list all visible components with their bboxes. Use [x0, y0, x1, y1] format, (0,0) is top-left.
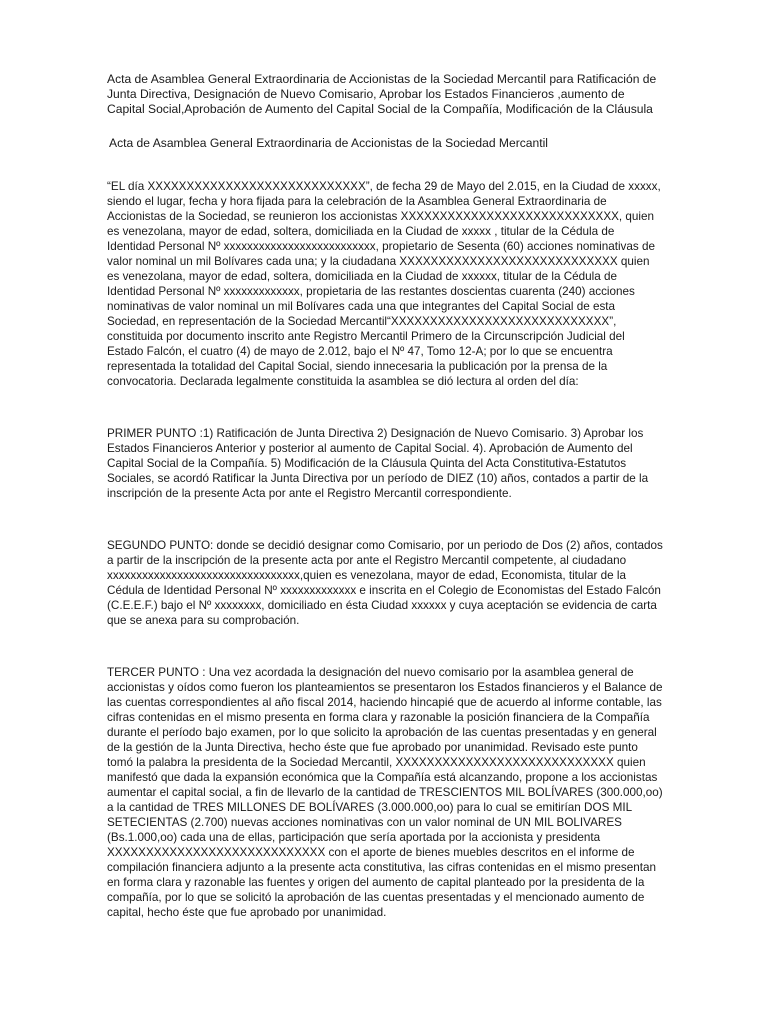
document-page [107, 72, 663, 920]
document-title: Acta de Asamblea General Extraordinaria de Accionistas de la Sociedad Mercantil para Ratificación de Junta Directiva, Designación de Nuevo Comisario, Aprobar los Estados Financieros ,aumento de Capital Social,Aprobación de Aumento del Capital Social de la Compañía, Modificación de la Cláusula [107, 72, 657, 117]
paragraph-tercer-punto: TERCER PUNTO : Una vez acordada la designación del nuevo comisario por la asamblea general de accionistas y oídos como fueron los planteamientos se presentaron los Estados financieros y el Balance de las cuentas correspondientes al año fiscal 2014, haciendo hincapié que de acuerdo al informe contable, las cifras contenidas en el mismo presenta en forma clara y razonable la posición financiera de la Compañía durante el período bajo examen, por lo que solicito la aprobación de las cuentas presentadas y en general de la gestión de la Junta Directiva, hecho éste que fue aprobado por unanimidad. Revisado este punto tomó la palabra la presidenta de la Sociedad Mercantil, XXXXXXXXXXXXXXXXXXXXXXXXXXXX quien manifestó que dada la expansión económica que la Compañía está alcanzando, propone a los accionistas aumentar el capital social, a fin de llevarlo de la cantidad de TRESCIENTOS MIL BOLÍVARES (300.000,oo) a la cantidad de TRES MILLONES DE BOLÍVARES (3.000.000,oo) para lo cual se emitirían DOS MIL SETECIENTAS (2.700) nuevas acciones nominativas con un valor nominal de UN MIL BOLIVARES (Bs.1.000,oo) cada una de ellas, participación que sería aportada por la accionista y presidenta XXXXXXXXXXXXXXXXXXXXXXXXXXXX con el aporte de bienes muebles descritos en el informe de compilación financiera adjunto a la presente acta constitutiva, las cifras contenidas en el mismo presentan en forma clara y razonable las fuentes y origen del aumento de capital planteado por la presidenta de la compañía, por lo que se solicitó la aprobación de las cuentas presentadas y el mencionado aumento de capital, hecho éste que fue aprobado por unanimidad. [107, 665, 663, 919]
paragraph-segundo-punto: SEGUNDO PUNTO: donde se decidió designar como Comisario, por un periodo de Dos (2) años, contados a partir de la inscripción de la presente acta por ante el Registro Mercantil competente, al ciudadano xxxxxxxxxxxxxxxxxxxxxxxxxxxxxxxxx,quien es venezolana, mayor de edad, Economista, titular de la Cédula de Identidad Personal Nº xxxxxxxxxxxxx e inscrita en el Colegio de Economistas del Estado Falcón (C.E.E.F.) bajo el Nº xxxxxxxx, domiciliado en ésta Ciudad xxxxxx y cuya aceptación se evidencia de carta que se anexa para su comprobación. [107, 538, 663, 627]
document-subtitle: Acta de Asamblea General Extraordinaria de Accionistas de la Sociedad Mercantil [109, 135, 548, 150]
paragraph-primer-punto: PRIMER PUNTO :1) Ratificación de Junta Directiva 2) Designación de Nuevo Comisario. 3) Aprobar los Estados Financieros Anterior y posterior al aumento de Capital Social. 4). Aprobación de Aumento del Capital Social de la Compañía. 5) Modificación de la Cláusula Quinta del Acta Constitutiva-Estatutos Sociales, se acordó Ratificar la Junta Directiva por un período de DIEZ (10) años, contados a partir de la inscripción de la presente Acta por ante el Registro Mercantil correspondiente. [107, 426, 649, 500]
paragraph-opening: “EL día XXXXXXXXXXXXXXXXXXXXXXXXXXXX”, de fecha 29 de Mayo del 2.015, en la Ciudad de xxxxx, siendo el lugar, fecha y hora fijada para la celebración de la Asamblea General Extraordinaria de Accionistas de la Sociedad, se reunieron los accionistas XXXXXXXXXXXXXXXXXXXXXXXXXXXX, quien es venezolana, mayor de edad, soltera, domiciliada en la Ciudad de xxxxx , titular de la Cédula de Identidad Personal Nº xxxxxxxxxxxxxxxxxxxxxxxxxx, propietario de Sesenta (60) acciones nominativas de valor nominal un mil Bolívares cada una; y la ciudadana XXXXXXXXXXXXXXXXXXXXXXXXXXXX quien es venezolana, mayor de edad, soltera, domiciliada en la Ciudad de xxxxxx, titular de la Cédula de Identidad Personal Nº xxxxxxxxxxxxx, propietaria de las restantes doscientas cuarenta (240) acciones nominativas de valor nominal un mil Bolívares cada una que integrantes del Capital Social de esta Sociedad, en representación de la Sociedad Mercantil“XXXXXXXXXXXXXXXXXXXXXXXXXXXX”, constituida por documento inscrito ante Registro Mercantil Primero de la Circunscripción Judicial del Estado Falcón, el cuatro (4) de mayo de 2.012, bajo el Nº 47, Tomo 12-A; por lo que se encuentra representada la totalidad del Capital Social, siendo innecesaria la publicación por la prensa de la convocatoria. Declarada legalmente constituida la asamblea se dió lectura al orden del día: [107, 179, 661, 388]
